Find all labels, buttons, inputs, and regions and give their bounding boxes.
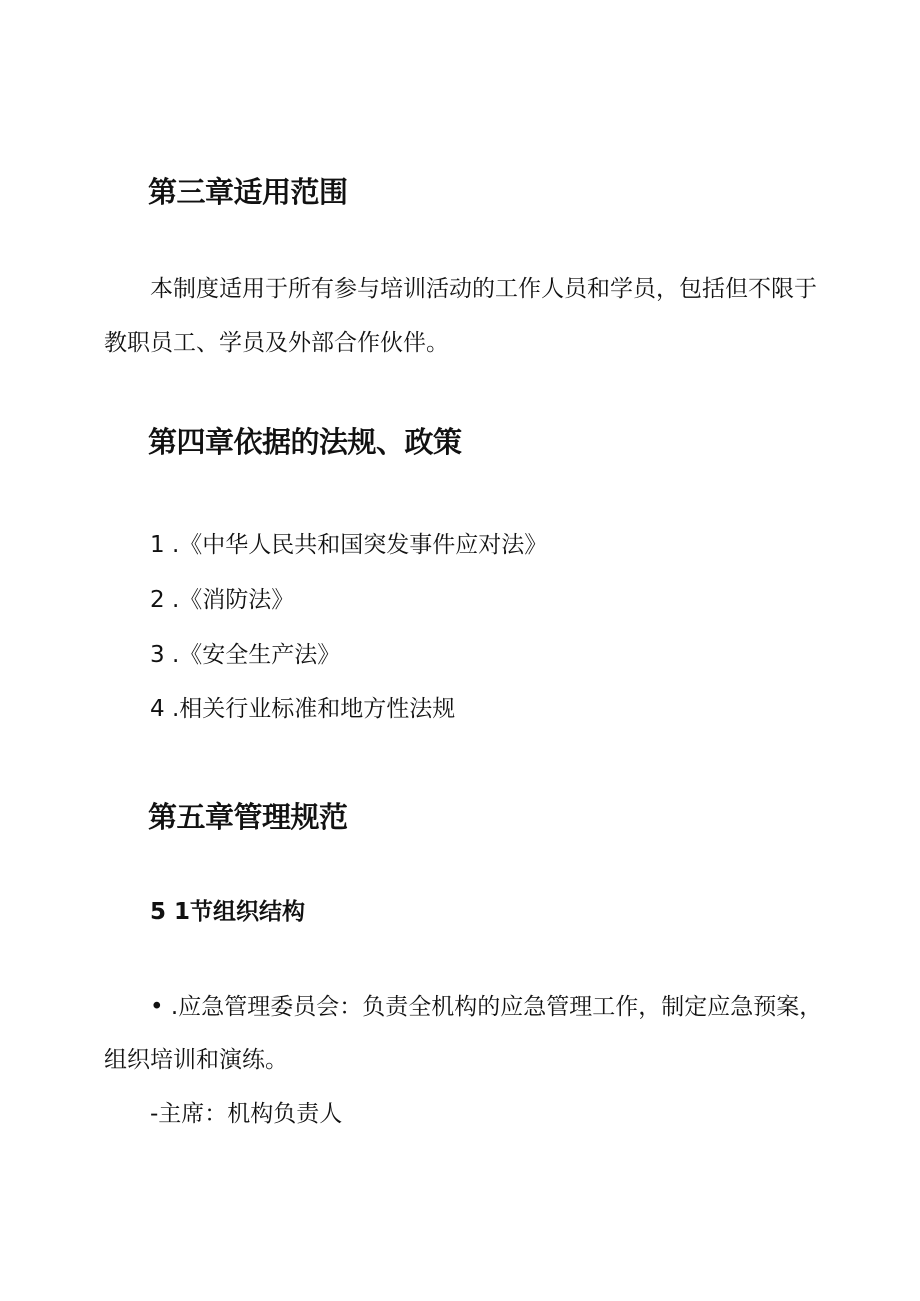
chapter-4-heading: 第四章依据的法规、政策	[148, 425, 462, 459]
chapter-5-heading: 第五章管理规范	[148, 800, 348, 834]
committee-bullet-line-1: • .应急管理委员会：负责全机构的应急管理工作，制定应急预案，	[150, 994, 823, 1020]
chairman-line: -主席：机构负责人	[150, 1101, 343, 1127]
law-list-item-3: 3 .《安全生产法》	[150, 642, 341, 668]
committee-bullet-line-2: 组织培训和演练。	[104, 1047, 288, 1073]
chapter-3-heading: 第三章适用范围	[148, 175, 348, 209]
chapter-3-paragraph-line-1: 本制度适用于所有参与培训活动的工作人员和学员，包括但不限于	[150, 276, 817, 302]
law-list-item-4: 4 .相关行业标准和地方性法规	[150, 696, 456, 722]
chapter-3-paragraph-line-2: 教职员工、学员及外部合作伙伴。	[104, 330, 449, 356]
law-list-item-2: 2 .《消防法》	[150, 587, 295, 613]
section-5-1-heading: 5 1节组织结构	[150, 899, 306, 925]
law-list-item-1: 1 .《中华人民共和国突发事件应对法》	[150, 532, 548, 558]
